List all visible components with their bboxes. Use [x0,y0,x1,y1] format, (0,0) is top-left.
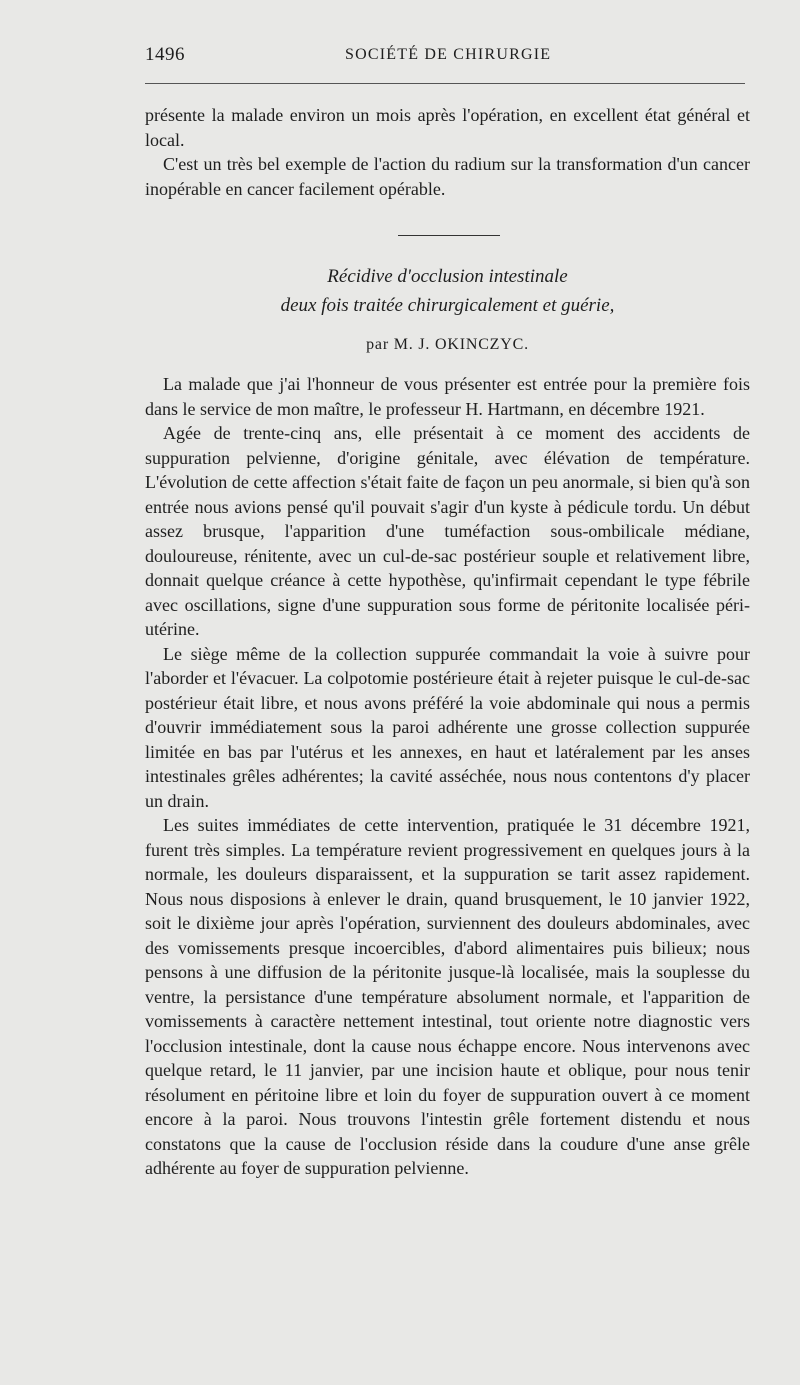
body-paragraph: Les suites immédiates de cette intervention, pratiquée le 31 décembre 1921, furent très simples. La température revient progressivement en quelques jours à la normale, les douleurs disparaissent, et la suppuration se tarit assez rapidement. Nous nous disposions à enlever le drain, quand brusquement, le 10 janvier 1922, soit le dixième jour après l'opération, surviennent des douleurs abdominales, avec des vomissements presque incoercibles, d'abord alimentaires puis bilieux; nous pensons à une diffusion de la péritonite jusque-là localisée, mais la souplesse du ventre, la persistance d'une température absolument normale, et l'apparition de vomissements à caractère nettement intestinal, tout oriente notre diagnostic vers l'occlusion intestinale, dont la cause nous échappe encore. Nous intervenons avec quelque retard, le 11 janvier, par une incision haute et oblique, pour nous tenir résolument en péritoine libre et loin du foyer de suppuration ouvert à ce moment encore à la paroi. Nous trouvons l'intestin grêle fortement distendu et nous constatons que la cause de l'occlusion réside dans la coudure d'une anse grêle adhérente au foyer de suppuration pelvienne. [145,815,750,1178]
page-header [145,44,750,68]
intro-paragraph: C'est un très bel exemple de l'action du radium sur la transformation d'un cancer inopérable en cancer facilement opérable. [145,154,750,199]
body-paragraph: Agée de trente-cinq ans, elle présentait à ce moment des accidents de suppuration pelvienne, d'origine génitale, avec élévation de température. L'évolution de cette affection s'était faite de façon un peu anormale, si bien qu'à son entrée nous avions pensé qu'il pouvait s'agir d'un kyste à pédicule tordu. Un début assez brusque, l'apparition d'une tuméfaction sous-ombilicale médiane, douloureuse, rénitente, avec un cul-de-sac postérieur souple et relativement libre, donnait quelque créance à cette hypothèse, qu'infirmait cependant le type fébrile avec oscillations, signe d'une suppuration sous forme de péritonite localisée péri-utérine. [145,423,750,639]
article-title-line: deux fois traitée chirurgicalement et guérie, [280,295,615,316]
section-divider [398,235,500,236]
header-rule [145,83,745,84]
article-title [145,262,750,320]
article-author: par M. J. OKINCZYC. [366,336,529,353]
intro-paragraph: présente la malade environ un mois après l'opération, en excellent état général et local. [145,105,750,150]
body-paragraph: La malade que j'ai l'honneur de vous présenter est entrée pour la première fois dans le service de mon maître, le professeur H. Hartmann, en décembre 1921. [145,374,750,419]
article-title-line: Récidive d'occlusion intestinale [327,266,568,287]
running-head: SOCIÉTÉ DE CHIRURGIE [345,46,552,63]
article-body [145,372,750,1181]
body-paragraph: Le siège même de la collection suppurée commandait la voie à suivre pour l'aborder et l'évacuer. La colpotomie postérieure était à rejeter puisque le cul-de-sac postérieur était libre, et nous avons préféré la voie abdominale qui nous a permis d'ouvrir immédiatement sous la paroi adhérente une grosse collection suppurée limitée en bas par l'utérus et les annexes, en haut et latéralement par les anses intestinales grêles adhérentes; la cavité asséchée, nous nous contentons d'y placer un drain. [145,643,750,811]
intro-text [145,103,750,201]
page-number: 1496 [145,44,185,65]
